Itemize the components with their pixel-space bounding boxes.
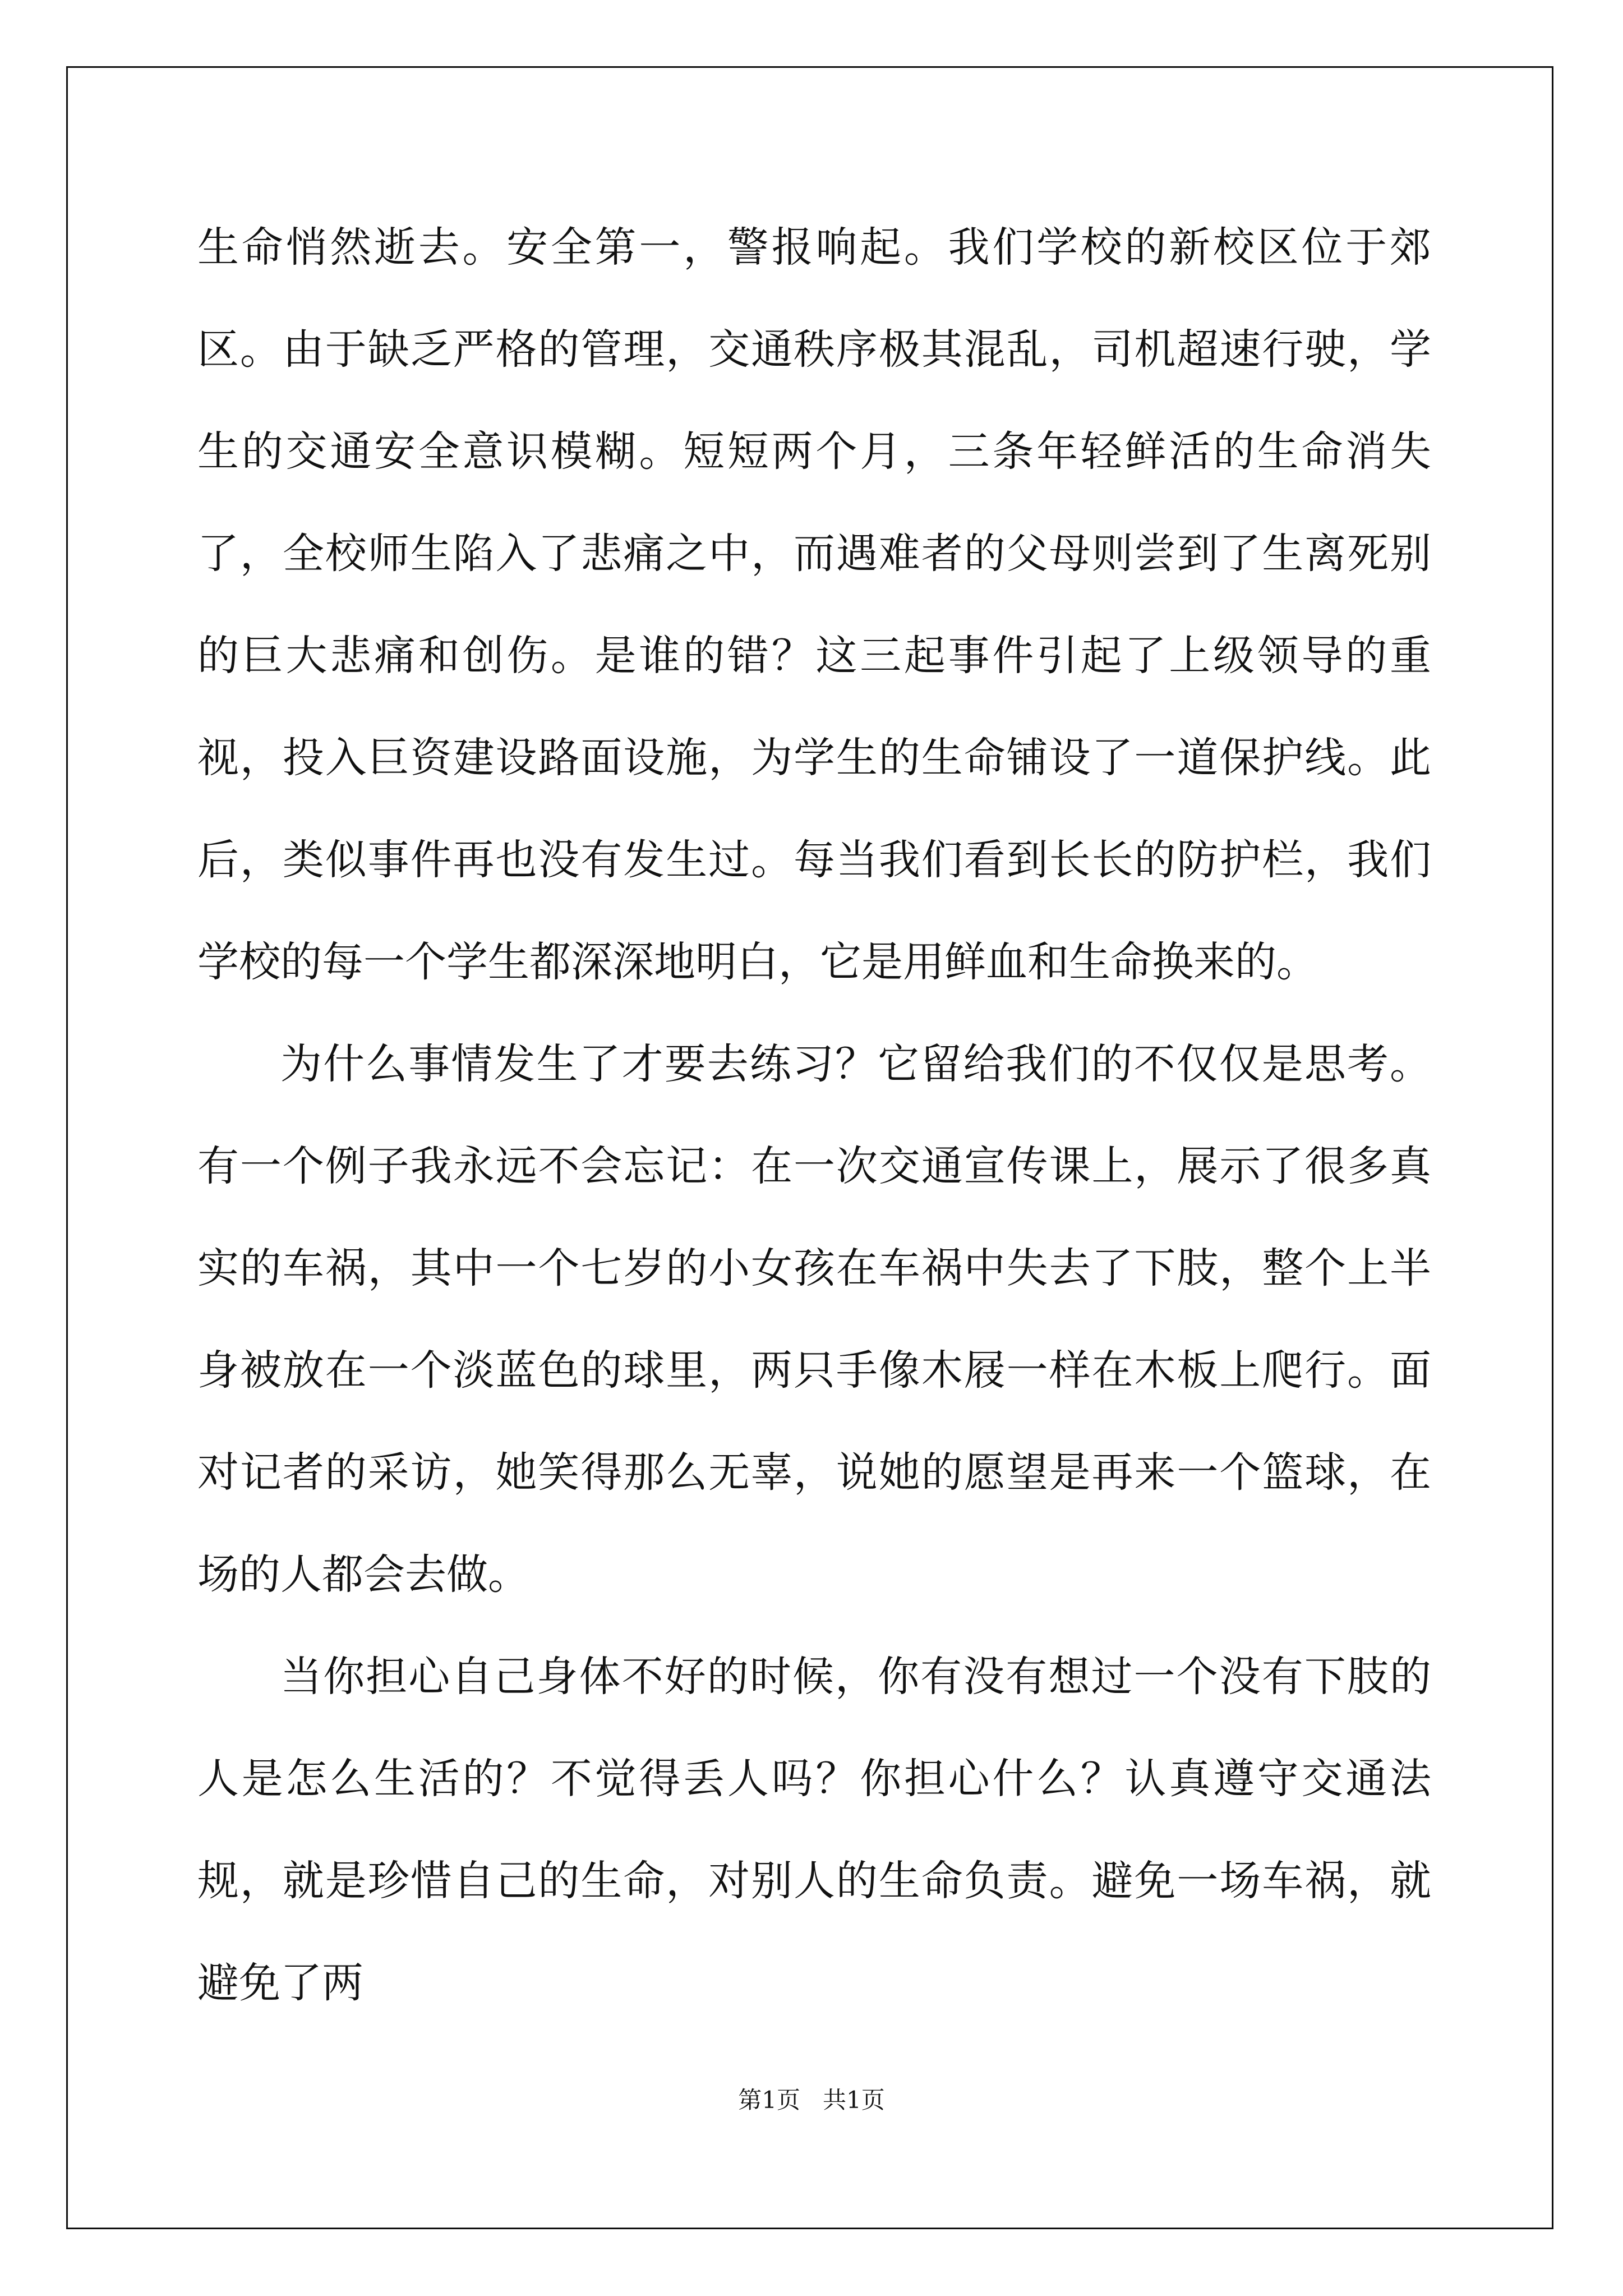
page-footer [0, 2083, 1623, 2117]
paragraph-1: 生命悄然逝去。安全第一，警报响起。我们学校的新校区位于郊区。由于缺乏严格的管理，交通秩序极其混乱，司机超速行驶，学生的交通安全意识模糊。短短两个月，三条年轻鲜活的生命消失了，全校师生陷入了悲痛之中，而遇难者的父母则尝到了生离死别的巨大悲痛和创伤。是谁的错？这三起事件引起了上级领导的重视，投入巨资建设路面设施，为学生的生命铺设了一道保护线。此后，类似事件再也没有发生过。每当我们看到长长的防护栏，我们学校的每一个学生都深深地明白，它是用鲜血和生命换来的。 [197, 223, 1431, 986]
document-body [197, 196, 1431, 2034]
page-number-total: 共1页 [823, 2086, 885, 2114]
paragraph-3: 当你担心自己身体不好的时候，你有没有想过一个没有下肢的人是怎么生活的？不觉得丢人吗？你担心什么？认真遵守交通法规，就是珍惜自己的生命，对别人的生命负责。避免一场车祸，就避免了两 [197, 1653, 1431, 2007]
page-number-current: 第1页 [738, 2086, 800, 2114]
paragraph-2: 为什么事情发生了才要去练习？它留给我们的不仅仅是思考。有一个例子我永远不会忘记：在一次交通宣传课上，展示了很多真实的车祸，其中一个七岁的小女孩在车祸中失去了下肢，整个上半身被放在一个淡蓝色的球里，两只手像木屐一样在木板上爬行。面对记者的采访，她笑得那么无辜，说她的愿望是再来一个篮球，在场的人都会去做。 [197, 1040, 1431, 1599]
